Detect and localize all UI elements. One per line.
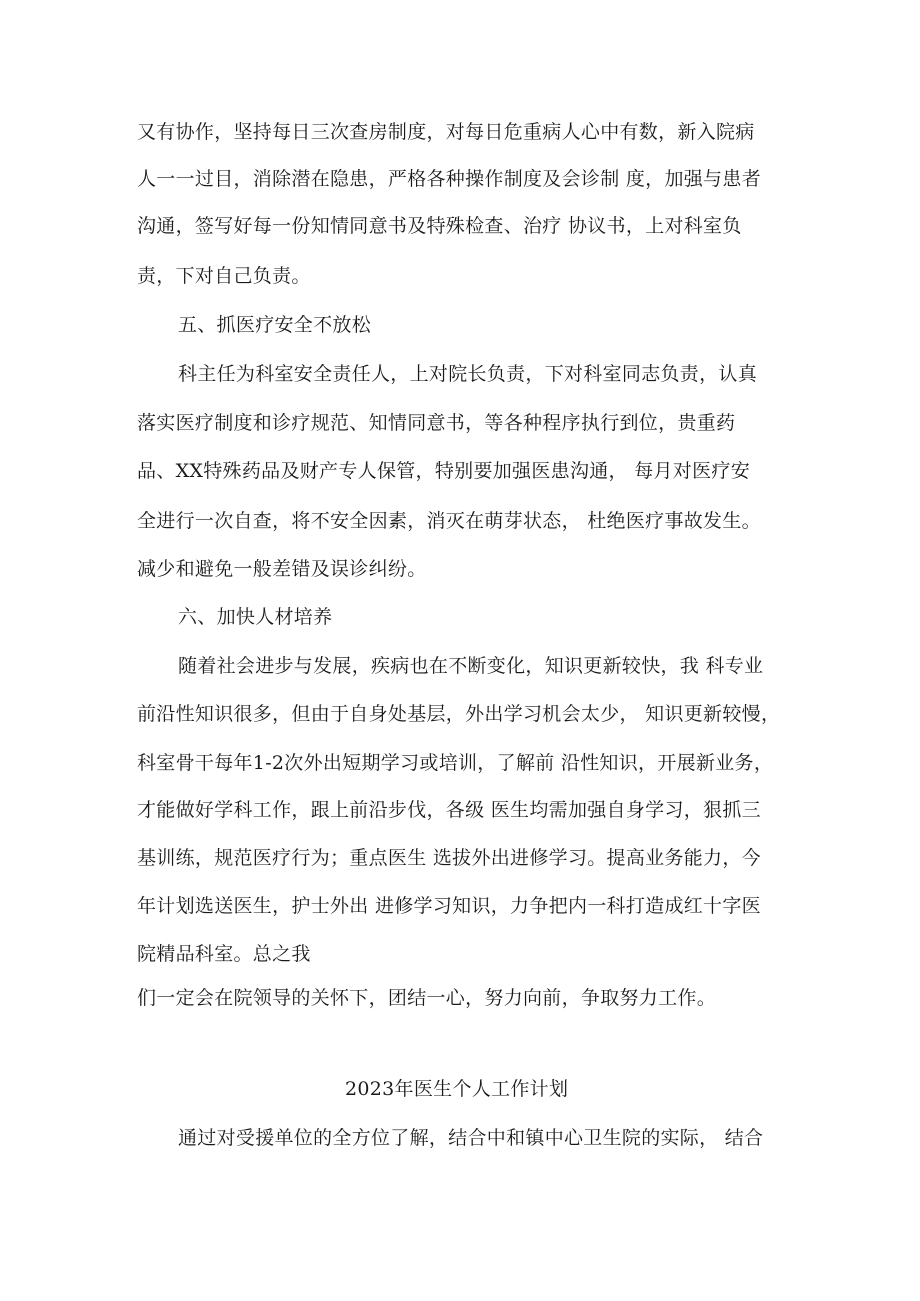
text-line: 全进行一次自查，将不安全因素，消灭在萌芽状态， 杜绝医疗事故发生。	[137, 510, 761, 532]
text-line: 才能做好学科工作，跟上前沿步伐，各级 医生均需加强自身学习，狠抓三	[137, 799, 761, 821]
text-line: 们一定会在院领导的关怀下，团结一心，努力向前，争取努力工作。	[137, 987, 717, 1009]
text-line: 通过对受援单位的全方位了解，结合中和镇中心卫生院的实际， 结合	[178, 1127, 764, 1149]
text-line: 责，下对自己负责。	[137, 265, 311, 287]
text-line: 沟通，签写好每一份知情同意书及特殊检查、治疗 协议书，上对科室负	[137, 215, 742, 237]
text-line: 又有协作，坚持每日三次查房制度，对每日危重病人心中有数，新入院病	[137, 121, 755, 143]
section-heading-5: 五、抓医疗安全不放松	[178, 314, 372, 336]
document-title: 2023年医生个人工作计划	[345, 1078, 569, 1100]
text-line: 前沿性知识很多，但由于自身处基层，外出学习机会太少， 知识更新较慢，	[137, 703, 781, 725]
text-line: 减少和避免一般差错及误诊纠纷。	[137, 558, 427, 580]
section-heading-6: 六、加快人材培养	[178, 606, 333, 628]
text-line: 科室骨干每年1-2次外出短期学习或培训，了解前 沿性知识，开展新业务，	[137, 752, 774, 774]
text-line: 基训练，规范医疗行为；重点医生 选拔外出进修学习。提高业务能力，今	[137, 847, 761, 869]
text-line: 品、XX特殊药品及财产专人保管，特别要加强医患沟通， 每月对医疗安	[137, 460, 750, 482]
text-line: 人一一过目，消除潜在隐患，严格各种操作制度及会诊制 度，加强与患者	[137, 168, 761, 190]
text-line: 落实医疗制度和诊疗规范、知情同意书，等各种程序执行到位，贵重药	[137, 412, 736, 434]
text-line: 年计划选送医生，护士外出 进修学习知识，力争把内一科打造成红十字医	[137, 895, 761, 917]
text-line: 科主任为科室安全责任人，上对院长负责，下对科室同志负责，认真	[178, 363, 758, 385]
text-line: 院精品科室。总之我	[137, 943, 311, 965]
text-line: 随着社会进步与发展，疾病也在不断变化，知识更新较快，我 科专业	[178, 655, 764, 677]
